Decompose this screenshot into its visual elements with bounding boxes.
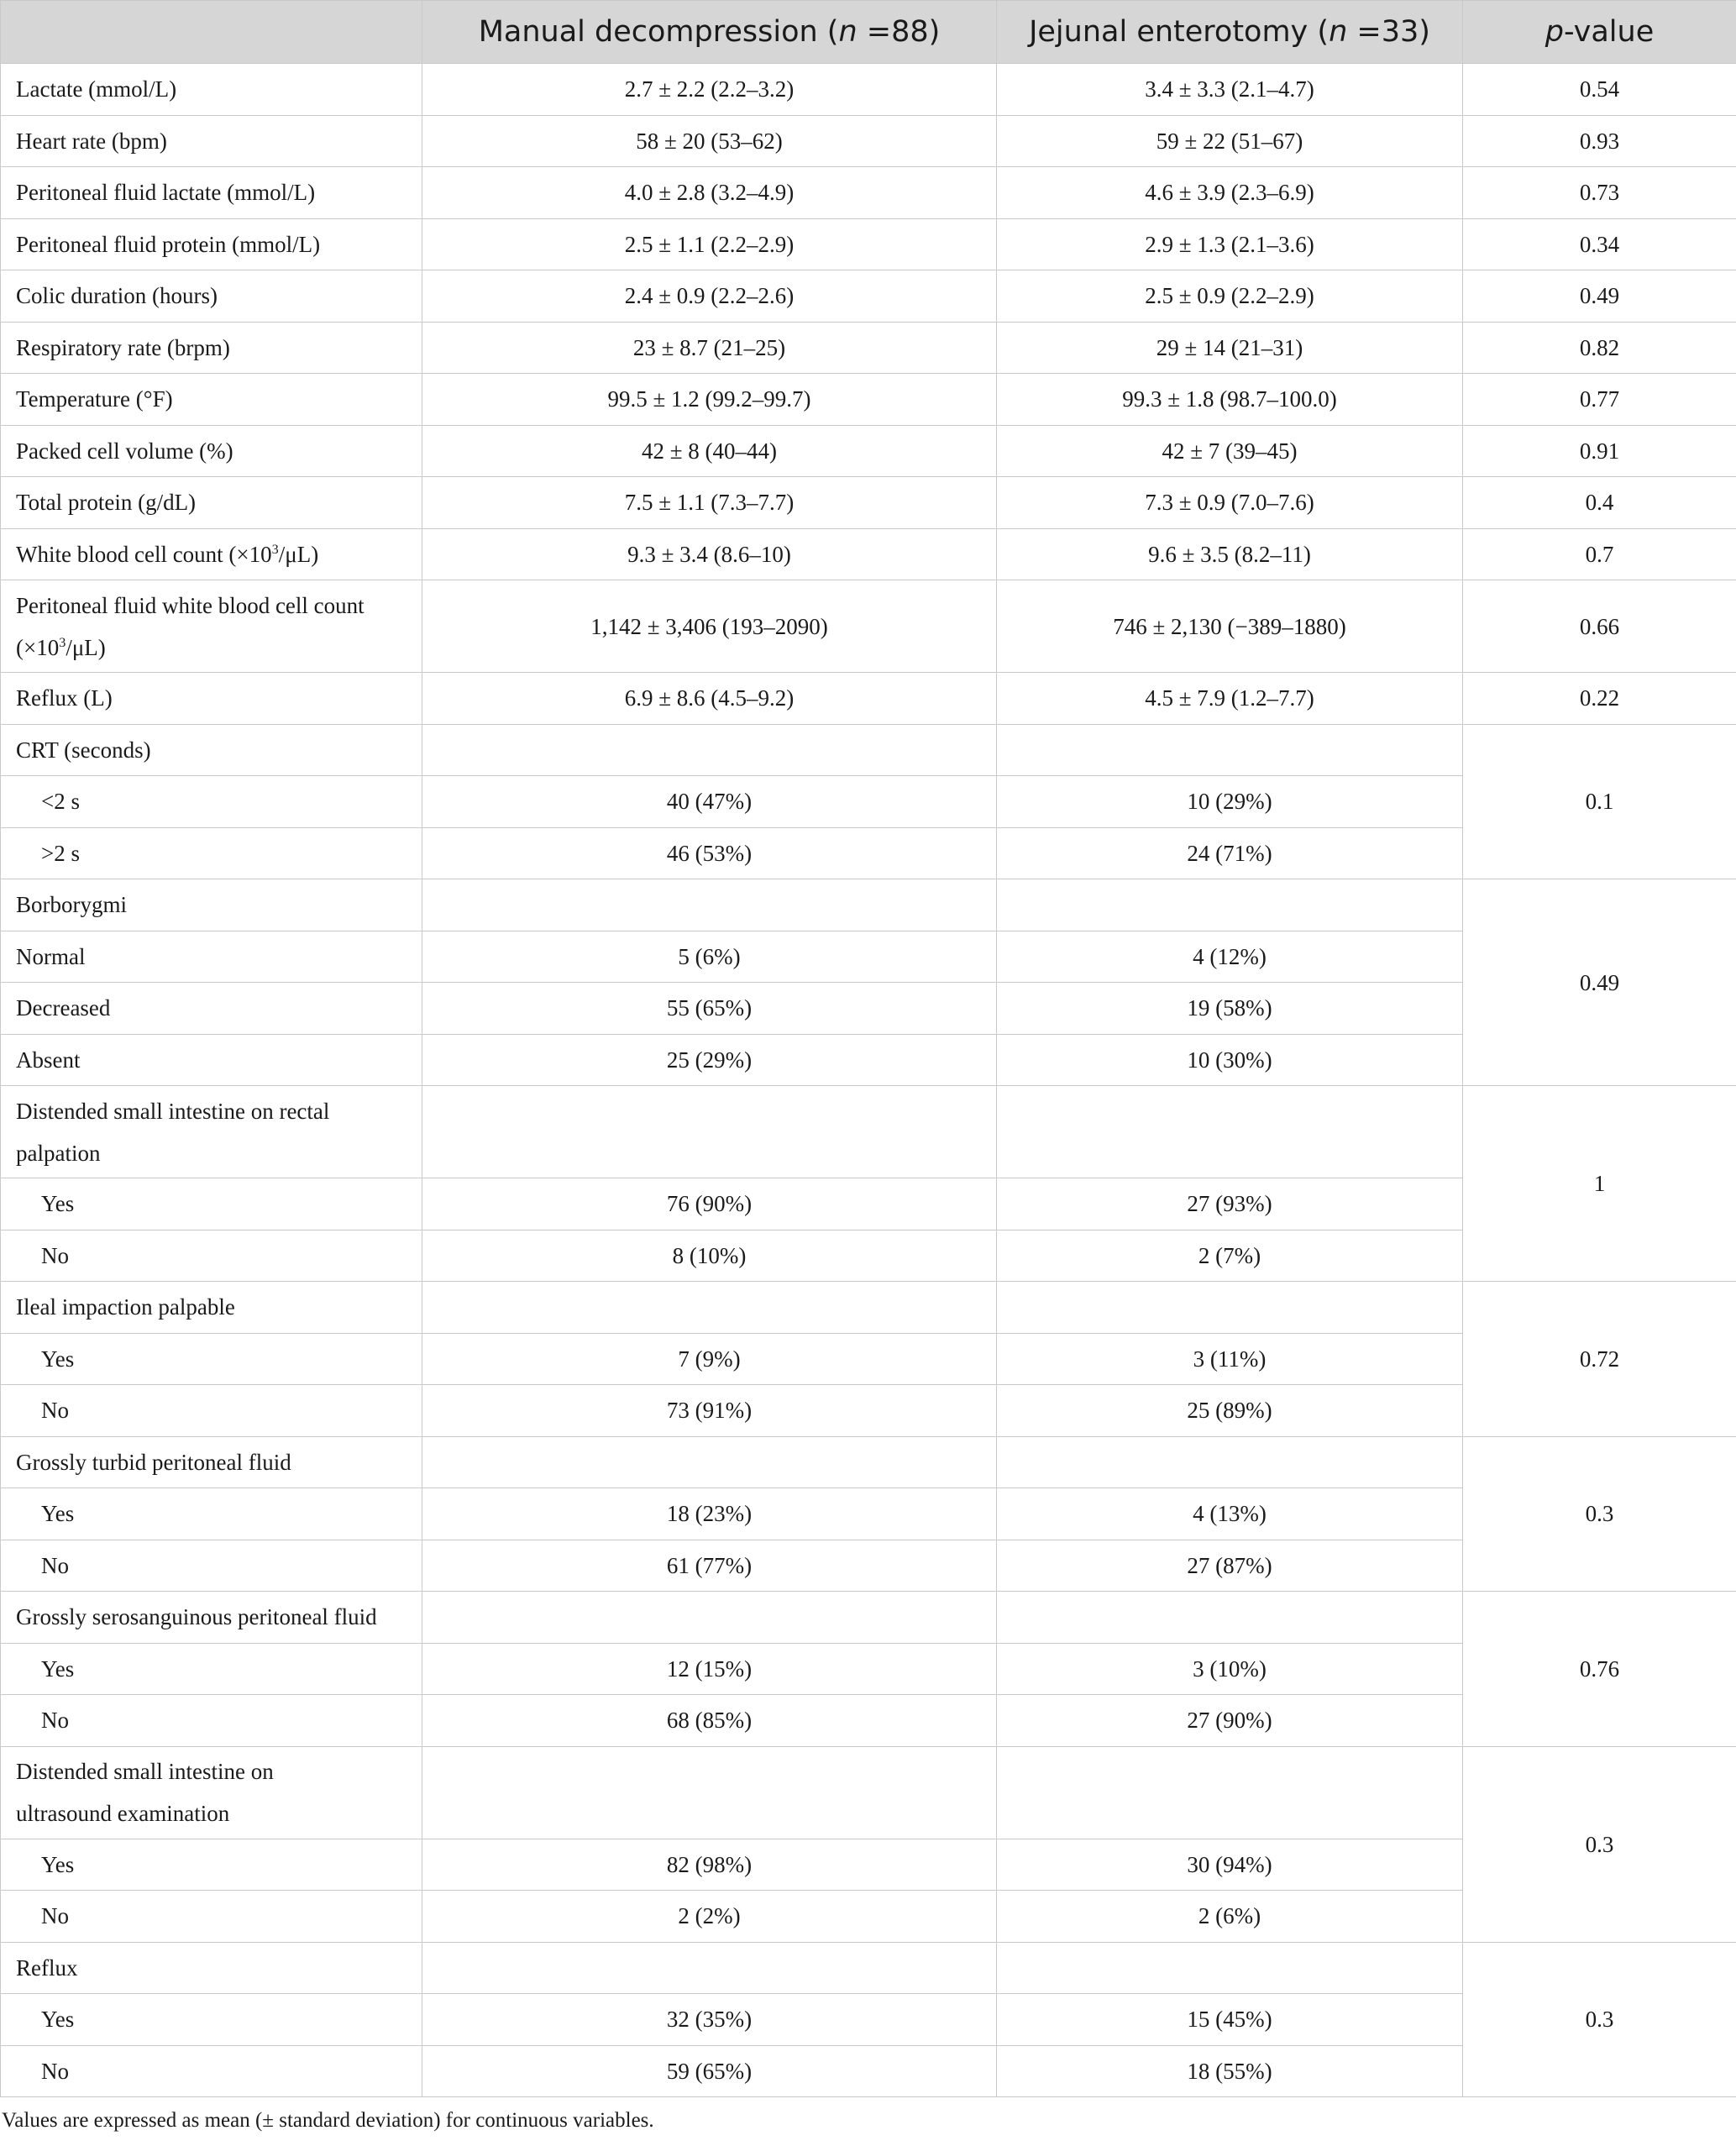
cell-p-value: 0.54 (1463, 64, 1736, 116)
cell-p-value: 0.72 (1463, 1282, 1736, 1437)
cell-jejunal: 42 ± 7 (39–45) (997, 425, 1463, 477)
row-label: No (1, 1385, 422, 1437)
cell-jejunal-empty (997, 879, 1463, 931)
group-header-row (1, 1436, 1736, 1488)
cell-jejunal: 27 (87%) (997, 1540, 1463, 1592)
cell-jejunal: 2 (7%) (997, 1230, 1463, 1282)
table-row (1, 580, 1736, 673)
cell-p-value: 0.4 (1463, 477, 1736, 529)
cell-jejunal: 24 (71%) (997, 827, 1463, 879)
row-label: Yes (1, 1178, 422, 1230)
cell-jejunal-empty (997, 1942, 1463, 1994)
row-label: Packed cell volume (%) (1, 425, 422, 477)
cell-manual: 42 ± 8 (40–44) (422, 425, 997, 477)
cell-p-value: 0.22 (1463, 673, 1736, 725)
table-row (1, 218, 1736, 270)
cell-manual-empty (422, 879, 997, 931)
row-label: Yes (1, 1333, 422, 1385)
cell-manual: 4.0 ± 2.8 (3.2–4.9) (422, 167, 997, 219)
table-row (1, 673, 1736, 725)
cell-manual: 40 (47%) (422, 776, 997, 828)
cell-p-value: 0.49 (1463, 879, 1736, 1086)
group-label: Grossly serosanguinous peritoneal fluid (1, 1592, 422, 1644)
row-label-pre: (×10 (16, 634, 60, 660)
header-jejunal-enterotomy (997, 1, 1463, 64)
cell-p-value: 0.3 (1463, 1942, 1736, 2097)
cell-jejunal: 4 (12%) (997, 931, 1463, 983)
header-p-rest: -value (1563, 15, 1655, 49)
cell-jejunal-empty (997, 1282, 1463, 1334)
cell-jejunal: 746 ± 2,130 (−389–1880) (997, 580, 1463, 673)
cell-jejunal: 19 (58%) (997, 983, 1463, 1035)
cell-p-value: 0.82 (1463, 322, 1736, 374)
group-label-line1: Distended small intestine on (16, 1759, 274, 1784)
cell-jejunal-empty (997, 1436, 1463, 1488)
cell-manual: 2.5 ± 1.1 (2.2–2.9) (422, 218, 997, 270)
cell-jejunal: 7.3 ± 0.9 (7.0–7.6) (997, 477, 1463, 529)
cell-p-value: 0.66 (1463, 580, 1736, 673)
group-label (1, 1086, 422, 1178)
cell-jejunal: 2.5 ± 0.9 (2.2–2.9) (997, 270, 1463, 323)
row-label: Yes (1, 1994, 422, 2046)
cell-jejunal: 4.5 ± 7.9 (1.2–7.7) (997, 673, 1463, 725)
header-row (1, 1, 1736, 64)
group-header-row (1, 879, 1736, 931)
header-manual-decompression (422, 1, 997, 64)
table-row (1, 322, 1736, 374)
table-row (1, 528, 1736, 580)
cell-manual: 73 (91%) (422, 1385, 997, 1437)
cell-p-value: 0.3 (1463, 1746, 1736, 1942)
cell-manual: 46 (53%) (422, 827, 997, 879)
cell-jejunal: 3 (11%) (997, 1333, 1463, 1385)
cell-manual: 55 (65%) (422, 983, 997, 1035)
cell-manual: 12 (15%) (422, 1643, 997, 1695)
cell-manual-empty (422, 1942, 997, 1994)
cell-jejunal: 18 (55%) (997, 2045, 1463, 2097)
row-label-line1: Peritoneal fluid white blood cell count (16, 592, 365, 618)
group-label: CRT (seconds) (1, 724, 422, 776)
table-row (1, 425, 1736, 477)
row-label: Colic duration (hours) (1, 270, 422, 323)
cell-p-value: 0.77 (1463, 374, 1736, 426)
cell-manual: 5 (6%) (422, 931, 997, 983)
row-label (1, 528, 422, 580)
group-header-row (1, 1592, 1736, 1644)
cell-manual-empty (422, 1746, 997, 1839)
header-p-value (1463, 1, 1736, 64)
cell-manual-empty (422, 724, 997, 776)
cell-jejunal: 27 (90%) (997, 1695, 1463, 1747)
group-label (1, 1746, 422, 1839)
row-label: Yes (1, 1839, 422, 1891)
row-label: No (1, 1540, 422, 1592)
row-label: <2 s (1, 776, 422, 828)
cell-manual: 25 (29%) (422, 1034, 997, 1086)
row-label-pre: White blood cell count (×10 (16, 541, 272, 567)
table-row (1, 270, 1736, 323)
cell-p-value: 0.73 (1463, 167, 1736, 219)
row-label: >2 s (1, 827, 422, 879)
cell-manual: 68 (85%) (422, 1695, 997, 1747)
cell-jejunal: 59 ± 22 (51–67) (997, 115, 1463, 167)
cell-p-value: 0.76 (1463, 1592, 1736, 1747)
table-footnote: Values are expressed as mean (± standard deviation) for continuous variables. (2, 2109, 654, 2132)
cell-jejunal: 2.9 ± 1.3 (2.1–3.6) (997, 218, 1463, 270)
table-row (1, 477, 1736, 529)
table-row (1, 374, 1736, 426)
cell-manual-empty (422, 1592, 997, 1644)
cell-manual: 18 (23%) (422, 1488, 997, 1540)
cell-jejunal: 29 ± 14 (21–31) (997, 322, 1463, 374)
cell-jejunal-empty (997, 1086, 1463, 1178)
group-header-row (1, 1282, 1736, 1334)
cell-manual: 58 ± 20 (53–62) (422, 115, 997, 167)
header-manual-n: n (838, 15, 858, 49)
row-label-sup: 3 (271, 541, 279, 557)
group-label: Borborygmi (1, 879, 422, 931)
group-label: Grossly turbid peritoneal fluid (1, 1436, 422, 1488)
row-label: Heart rate (bpm) (1, 115, 422, 167)
cell-manual: 59 (65%) (422, 2045, 997, 2097)
table-row (1, 115, 1736, 167)
cell-jejunal: 27 (93%) (997, 1178, 1463, 1230)
row-label: Peritoneal fluid lactate (mmol/L) (1, 167, 422, 219)
cell-jejunal: 3 (10%) (997, 1643, 1463, 1695)
cell-p-value: 0.34 (1463, 218, 1736, 270)
group-header-row (1, 1746, 1736, 1839)
cell-jejunal: 9.6 ± 3.5 (8.2–11) (997, 528, 1463, 580)
cell-manual: 7 (9%) (422, 1333, 997, 1385)
cell-jejunal: 30 (94%) (997, 1839, 1463, 1891)
row-label: No (1, 1230, 422, 1282)
cell-manual: 99.5 ± 1.2 (99.2–99.7) (422, 374, 997, 426)
row-label: Temperature (°F) (1, 374, 422, 426)
row-label: Reflux (L) (1, 673, 422, 725)
cell-manual: 2 (2%) (422, 1891, 997, 1943)
cell-jejunal: 10 (30%) (997, 1034, 1463, 1086)
group-label: Ileal impaction palpable (1, 1282, 422, 1334)
cell-p-value: 0.91 (1463, 425, 1736, 477)
table-row (1, 167, 1736, 219)
header-p-italic: p (1545, 15, 1564, 49)
group-label-line2: ultrasound examination (16, 1801, 230, 1826)
row-label: Yes (1, 1488, 422, 1540)
cell-jejunal: 3.4 ± 3.3 (2.1–4.7) (997, 64, 1463, 116)
cell-manual: 6.9 ± 8.6 (4.5–9.2) (422, 673, 997, 725)
cell-manual: 32 (35%) (422, 1994, 997, 2046)
cell-jejunal: 15 (45%) (997, 1994, 1463, 2046)
cell-manual-empty (422, 1086, 997, 1178)
cell-jejunal: 2 (6%) (997, 1891, 1463, 1943)
header-variable (1, 1, 422, 64)
header-jejunal-label: Jejunal enterotomy ( (1029, 15, 1330, 49)
cell-jejunal: 4 (13%) (997, 1488, 1463, 1540)
header-manual-n-value: =88) (857, 15, 941, 49)
row-label: No (1, 2045, 422, 2097)
cell-manual-empty (422, 1436, 997, 1488)
cell-manual: 23 ± 8.7 (21–25) (422, 322, 997, 374)
cell-manual: 2.7 ± 2.2 (2.2–3.2) (422, 64, 997, 116)
row-label: Normal (1, 931, 422, 983)
group-label-line2: palpation (16, 1140, 101, 1166)
group-header-row (1, 724, 1736, 776)
group-header-row (1, 1942, 1736, 1994)
cell-manual: 2.4 ± 0.9 (2.2–2.6) (422, 270, 997, 323)
cell-manual: 9.3 ± 3.4 (8.6–10) (422, 528, 997, 580)
row-label-post: /μL) (66, 634, 106, 660)
row-label: Absent (1, 1034, 422, 1086)
row-label: Peritoneal fluid protein (mmol/L) (1, 218, 422, 270)
row-label: Yes (1, 1643, 422, 1695)
row-label: Lactate (mmol/L) (1, 64, 422, 116)
header-jejunal-n: n (1329, 15, 1348, 49)
group-label: Reflux (1, 1942, 422, 1994)
row-label-post: /μL) (278, 541, 319, 567)
cell-p-value: 0.3 (1463, 1436, 1736, 1592)
cell-jejunal: 10 (29%) (997, 776, 1463, 828)
cell-p-value: 0.93 (1463, 115, 1736, 167)
cell-manual-empty (422, 1282, 997, 1334)
row-label: No (1, 1695, 422, 1747)
group-header-row (1, 1086, 1736, 1178)
cell-jejunal: 4.6 ± 3.9 (2.3–6.9) (997, 167, 1463, 219)
cell-jejunal-empty (997, 724, 1463, 776)
cell-manual: 8 (10%) (422, 1230, 997, 1282)
row-label-sup: 3 (59, 634, 66, 650)
cell-manual: 7.5 ± 1.1 (7.3–7.7) (422, 477, 997, 529)
cell-jejunal: 99.3 ± 1.8 (98.7–100.0) (997, 374, 1463, 426)
cell-manual: 76 (90%) (422, 1178, 997, 1230)
cell-manual: 1,142 ± 3,406 (193–2090) (422, 580, 997, 673)
cell-p-value: 0.1 (1463, 724, 1736, 879)
row-label: Total protein (g/dL) (1, 477, 422, 529)
cell-manual: 82 (98%) (422, 1839, 997, 1891)
cell-jejunal-empty (997, 1746, 1463, 1839)
group-label-line1: Distended small intestine on rectal (16, 1098, 330, 1124)
cell-p-value: 1 (1463, 1086, 1736, 1282)
row-label: Decreased (1, 983, 422, 1035)
row-label: Respiratory rate (brpm) (1, 322, 422, 374)
header-jejunal-n-value: =33) (1347, 15, 1430, 49)
header-manual-label: Manual decompression ( (478, 15, 839, 49)
cell-jejunal: 25 (89%) (997, 1385, 1463, 1437)
cell-jejunal-empty (997, 1592, 1463, 1644)
row-label: No (1, 1891, 422, 1943)
cell-p-value: 0.7 (1463, 528, 1736, 580)
cell-manual: 61 (77%) (422, 1540, 997, 1592)
cell-p-value: 0.49 (1463, 270, 1736, 323)
table-row (1, 64, 1736, 116)
row-label (1, 580, 422, 673)
